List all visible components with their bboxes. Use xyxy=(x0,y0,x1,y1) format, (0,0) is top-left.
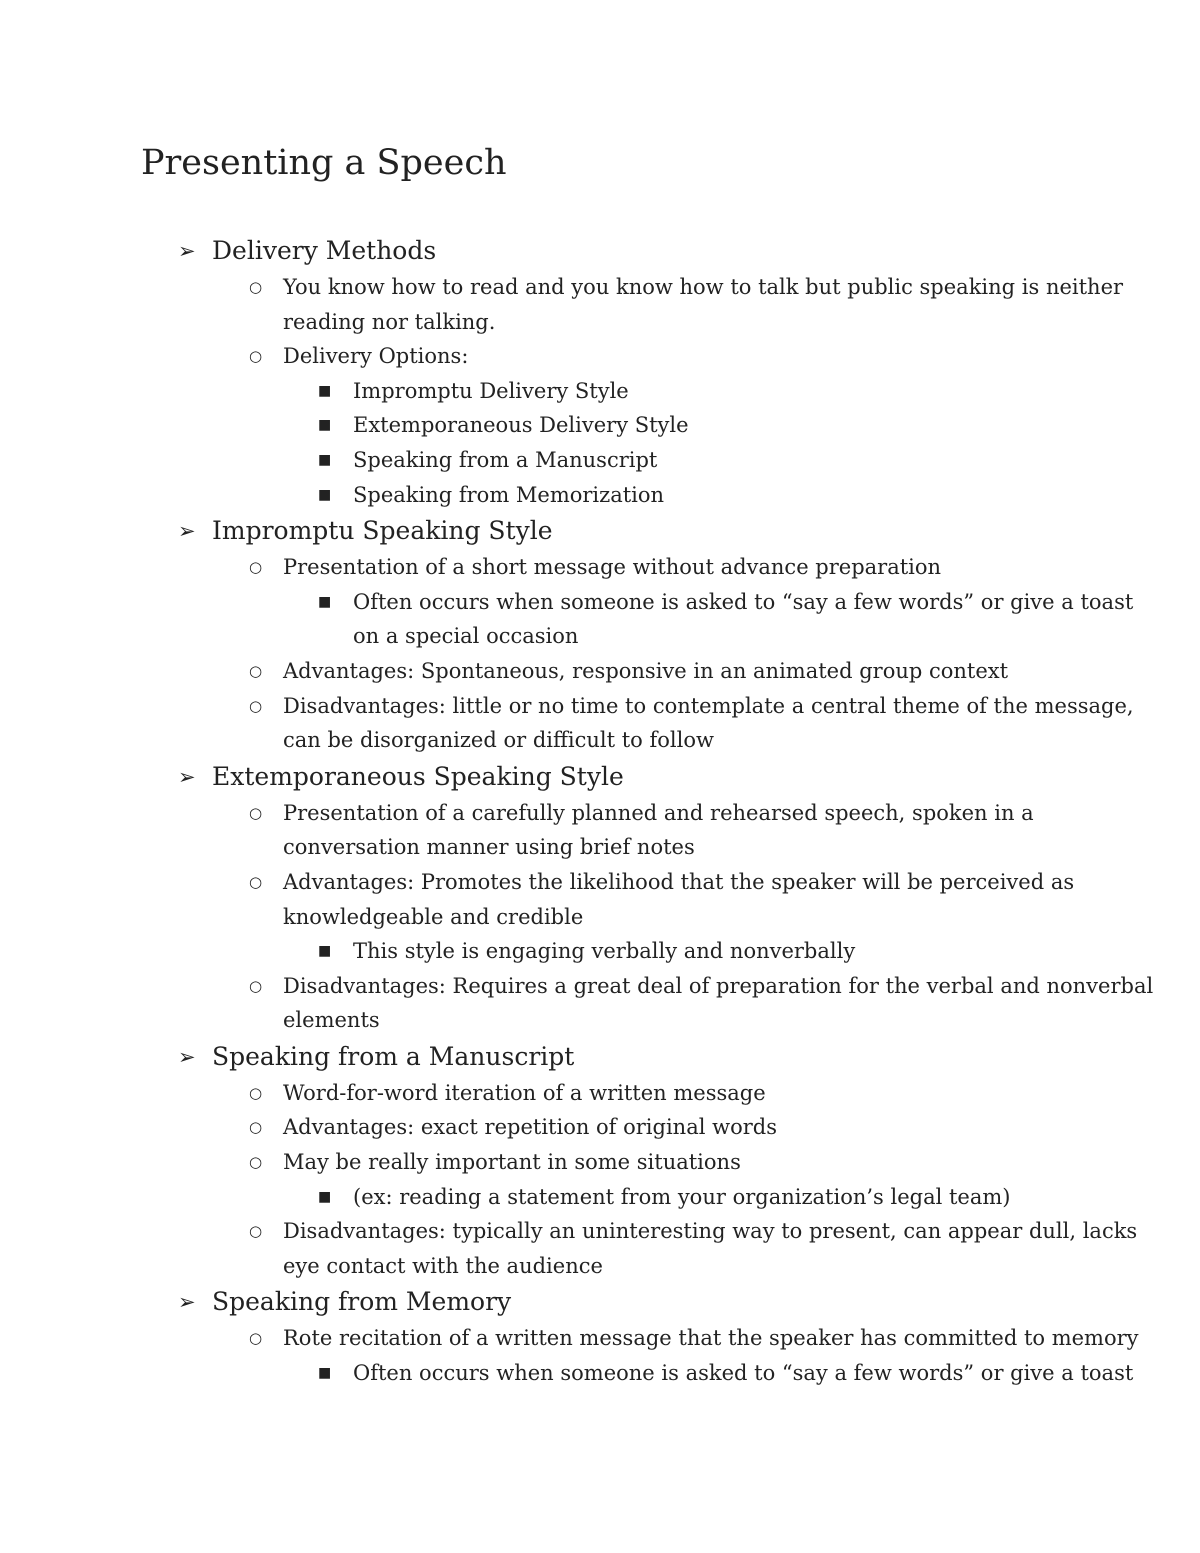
nested-list-item xyxy=(0,408,1153,443)
nested-list-item-text: Speaking from a Manuscript xyxy=(353,447,658,472)
arrow-bullet-icon: ➢ xyxy=(178,764,196,789)
list-item xyxy=(0,796,1163,865)
nested-list-item xyxy=(0,1180,1153,1215)
nested-list-item-text: (ex: reading a statement from your organization’s legal team) xyxy=(353,1184,1011,1209)
square-bullet-icon: ■ xyxy=(318,943,332,960)
list-item-text: Presentation of a short message without advance preparation xyxy=(283,555,942,580)
list-item-text: Delivery Options: xyxy=(283,344,469,369)
circle-bullet-icon: ○ xyxy=(249,558,263,577)
list-item xyxy=(0,550,1163,654)
arrow-bullet-icon: ➢ xyxy=(178,239,196,263)
circle-bullet-icon: ○ xyxy=(249,347,263,366)
circle-bullet-icon: ○ xyxy=(249,696,263,715)
section-heading-text: Speaking from a Manuscript xyxy=(212,1041,575,1071)
section-heading-text: Extemporaneous Speaking Style xyxy=(212,761,624,791)
circle-bullet-icon: ○ xyxy=(249,1153,263,1172)
list-item-text: Disadvantages: Requires a great deal of preparation for the verbal and nonverbal elements xyxy=(283,973,1154,1033)
nested-list-item-text: Often occurs when someone is asked to “say a few words” or give a toast on a special occasion xyxy=(353,589,1134,649)
nested-list-item-text: Often occurs when someone is asked to “say a few words” or give a toast xyxy=(353,1361,1134,1386)
list-item xyxy=(0,1321,1163,1390)
arrow-bullet-icon: ➢ xyxy=(178,1044,196,1069)
section-heading-text: Delivery Methods xyxy=(212,236,437,265)
nested-list-item-text: Impromptu Delivery Style xyxy=(353,378,629,403)
nested-list-item xyxy=(0,1356,1153,1391)
circle-bullet-icon: ○ xyxy=(249,661,263,680)
list-item-text: Advantages: Spontaneous, responsive in an animated group context xyxy=(283,658,1009,683)
section-heading-text: Impromptu Speaking Style xyxy=(212,516,553,546)
circle-bullet-icon: ○ xyxy=(249,278,263,296)
outline-section xyxy=(0,1038,1200,1284)
list-item-text: Word-for-word iteration of a written message xyxy=(283,1080,766,1105)
list-item-text: Advantages: exact repetition of original words xyxy=(283,1115,777,1140)
outline-section xyxy=(0,232,1200,512)
nested-list-item-text: This style is engaging verbally and nonverbally xyxy=(353,939,856,964)
list-item xyxy=(0,1076,1163,1111)
circle-bullet-icon: ○ xyxy=(249,1083,263,1102)
page-title: Presenting a Speech xyxy=(141,143,507,183)
circle-bullet-icon: ○ xyxy=(249,872,263,891)
list-item xyxy=(0,689,1163,758)
nested-list xyxy=(0,1180,1163,1215)
list-item-text: May be really important in some situations xyxy=(283,1150,741,1175)
list-item xyxy=(0,969,1163,1038)
outline-section xyxy=(0,512,1200,758)
square-bullet-icon: ■ xyxy=(318,1188,332,1205)
sub-list xyxy=(0,550,1200,758)
list-item xyxy=(0,654,1163,689)
nested-list xyxy=(0,585,1163,654)
list-item-text: You know how to read and you know how to talk but public speaking is neither reading nor talking. xyxy=(283,275,1124,334)
outline-section xyxy=(0,1283,1200,1390)
list-item-text: Rote recitation of a written message that the speaker has committed to memory xyxy=(283,1326,1139,1351)
nested-list xyxy=(0,1356,1163,1391)
section-heading xyxy=(0,512,1200,550)
outline-section xyxy=(0,758,1200,1038)
nested-list-item-text: Speaking from Memorization xyxy=(353,482,665,507)
arrow-bullet-icon: ➢ xyxy=(178,1290,196,1315)
section-heading-text: Speaking from Memory xyxy=(212,1287,512,1317)
list-item-text: Advantages: Promotes the likelihood that the speaker will be perceived as knowledgeable and credible xyxy=(283,869,1075,929)
sub-list xyxy=(0,1321,1200,1390)
section-heading xyxy=(0,1038,1200,1076)
nested-list-item xyxy=(0,585,1153,654)
list-item xyxy=(0,1110,1163,1145)
nested-list-item xyxy=(0,478,1153,513)
sub-list xyxy=(0,796,1200,1038)
nested-list-item-text: Extemporaneous Delivery Style xyxy=(353,413,689,438)
nested-list-item xyxy=(0,934,1153,969)
sub-list xyxy=(0,1076,1200,1284)
section-heading xyxy=(0,1283,1200,1321)
square-bullet-icon: ■ xyxy=(318,451,332,468)
circle-bullet-icon: ○ xyxy=(249,1118,263,1137)
list-item xyxy=(0,865,1163,969)
nested-list xyxy=(0,934,1163,969)
list-item xyxy=(0,1145,1163,1214)
arrow-bullet-icon: ➢ xyxy=(178,519,196,544)
square-bullet-icon: ■ xyxy=(318,593,332,610)
circle-bullet-icon: ○ xyxy=(249,1329,263,1348)
outline-list xyxy=(0,232,1200,1391)
nested-list-item xyxy=(0,374,1153,409)
square-bullet-icon: ■ xyxy=(318,1365,332,1382)
sub-list xyxy=(0,270,1200,512)
list-item xyxy=(0,1214,1163,1283)
square-bullet-icon: ■ xyxy=(318,417,332,434)
section-heading xyxy=(0,758,1200,796)
section-heading xyxy=(0,232,1200,270)
square-bullet-icon: ■ xyxy=(318,486,332,503)
nested-list xyxy=(0,374,1163,512)
list-item xyxy=(0,339,1163,512)
circle-bullet-icon: ○ xyxy=(249,1222,263,1241)
list-item xyxy=(0,270,1163,339)
nested-list-item xyxy=(0,443,1153,478)
list-item-text: Presentation of a carefully planned and rehearsed speech, spoken in a conversation manner using brief notes xyxy=(283,800,1034,860)
list-item-text: Disadvantages: little or no time to contemplate a central theme of the message, can be disorganized or difficult to follow xyxy=(283,693,1134,753)
list-item-text: Disadvantages: typically an uninteresting way to present, can appear dull, lacks eye contact with the audience xyxy=(283,1219,1138,1278)
circle-bullet-icon: ○ xyxy=(249,803,263,822)
circle-bullet-icon: ○ xyxy=(249,976,263,995)
square-bullet-icon: ■ xyxy=(318,382,332,399)
